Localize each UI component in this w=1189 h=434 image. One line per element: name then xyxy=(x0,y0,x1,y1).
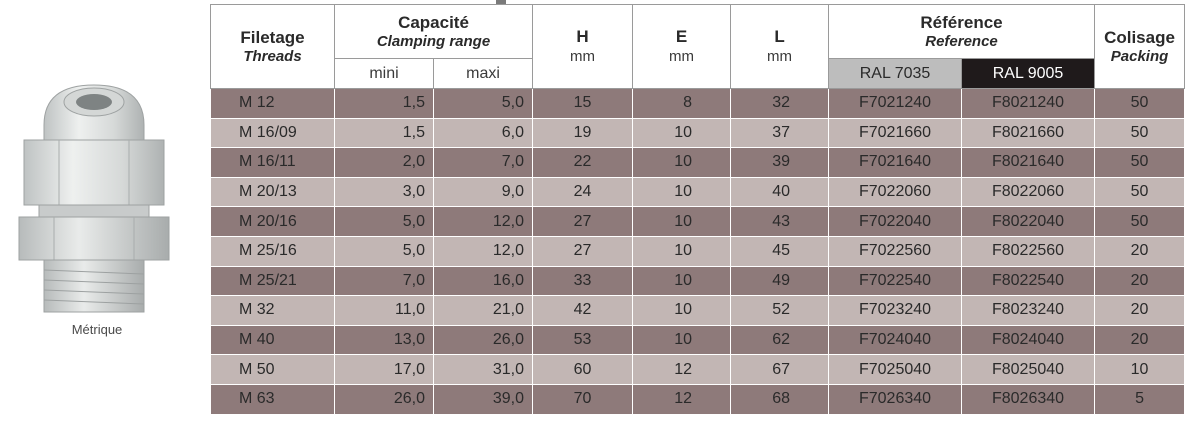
table-header xyxy=(211,5,1185,89)
header-reference-en: Reference xyxy=(925,32,998,50)
cell-packing: 50 xyxy=(1095,89,1185,119)
cell-ref-ral7035: F7024040 xyxy=(829,325,962,355)
cell-packing: 20 xyxy=(1095,296,1185,326)
cell-h: 33 xyxy=(533,266,633,296)
table-row xyxy=(211,177,1185,207)
cell-ref-ral7035: F7026340 xyxy=(829,384,962,414)
header-packing xyxy=(1095,5,1185,89)
cell-packing: 20 xyxy=(1095,266,1185,296)
cell-ref-ral7035: F7022540 xyxy=(829,266,962,296)
cell-thread: M 12 xyxy=(211,89,335,119)
cell-l: 62 xyxy=(731,325,829,355)
cell-e: 8 xyxy=(633,89,731,119)
cell-maxi: 39,0 xyxy=(434,384,533,414)
cell-h: 19 xyxy=(533,118,633,148)
cell-mini: 11,0 xyxy=(335,296,434,326)
cell-h: 27 xyxy=(533,236,633,266)
table-row xyxy=(211,89,1185,119)
table-row xyxy=(211,384,1185,414)
header-threads-label: Threads xyxy=(243,47,302,65)
cell-thread: M 25/16 xyxy=(211,236,335,266)
cell-e: 12 xyxy=(633,355,731,385)
header-e-label: E xyxy=(675,26,688,46)
cell-ref-ral7035: F7023240 xyxy=(829,296,962,326)
cell-e: 10 xyxy=(633,296,731,326)
header-ral-7035: RAL 7035 xyxy=(829,59,962,89)
header-e-unit: mm xyxy=(669,47,695,65)
cell-ref-ral7035: F7021240 xyxy=(829,89,962,119)
cell-h: 70 xyxy=(533,384,633,414)
cell-ref-ral9005: F8022540 xyxy=(962,266,1095,296)
header-h xyxy=(533,5,633,89)
cell-packing: 50 xyxy=(1095,177,1185,207)
header-reference-fr: Référence xyxy=(920,12,1003,32)
cell-maxi: 31,0 xyxy=(434,355,533,385)
cell-thread: M 20/13 xyxy=(211,177,335,207)
cell-l: 37 xyxy=(731,118,829,148)
cell-ref-ral9005: F8021240 xyxy=(962,89,1095,119)
cell-l: 39 xyxy=(731,148,829,178)
cell-l: 52 xyxy=(731,296,829,326)
cell-thread: M 32 xyxy=(211,296,335,326)
cell-packing: 50 xyxy=(1095,148,1185,178)
cell-mini: 7,0 xyxy=(335,266,434,296)
header-reference xyxy=(829,5,1095,59)
cell-ref-ral7035: F7022560 xyxy=(829,236,962,266)
cell-h: 24 xyxy=(533,177,633,207)
header-colisage-label: Colisage xyxy=(1104,27,1175,47)
cell-e: 10 xyxy=(633,148,731,178)
cell-maxi: 5,0 xyxy=(434,89,533,119)
header-h-label: H xyxy=(576,26,589,46)
cell-maxi: 9,0 xyxy=(434,177,533,207)
cell-l: 32 xyxy=(731,89,829,119)
cell-l: 67 xyxy=(731,355,829,385)
header-l-label: L xyxy=(774,26,785,46)
cell-l: 45 xyxy=(731,236,829,266)
cell-h: 42 xyxy=(533,296,633,326)
product-caption: Métrique xyxy=(71,322,123,337)
cell-l: 68 xyxy=(731,384,829,414)
table-row xyxy=(211,148,1185,178)
cell-thread: M 63 xyxy=(211,384,335,414)
header-clamping xyxy=(335,5,533,59)
header-h-unit: mm xyxy=(570,47,596,65)
cell-e: 10 xyxy=(633,207,731,237)
cell-ref-ral9005: F8026340 xyxy=(962,384,1095,414)
cell-e: 10 xyxy=(633,325,731,355)
cell-packing: 50 xyxy=(1095,118,1185,148)
cell-packing: 20 xyxy=(1095,236,1185,266)
cell-mini: 3,0 xyxy=(335,177,434,207)
cell-l: 49 xyxy=(731,266,829,296)
header-l-unit: mm xyxy=(767,47,793,65)
table-row xyxy=(211,266,1185,296)
cell-maxi: 16,0 xyxy=(434,266,533,296)
cell-ref-ral7035: F7021660 xyxy=(829,118,962,148)
header-mini: mini xyxy=(335,59,434,89)
cell-ref-ral9005: F8022560 xyxy=(962,236,1095,266)
cell-mini: 5,0 xyxy=(335,207,434,237)
product-panel xyxy=(0,0,208,434)
header-capacite-label: Capacité xyxy=(398,12,469,32)
cell-mini: 17,0 xyxy=(335,355,434,385)
cell-thread: M 40 xyxy=(211,325,335,355)
table-row xyxy=(211,296,1185,326)
cell-e: 10 xyxy=(633,177,731,207)
cell-packing: 20 xyxy=(1095,325,1185,355)
cell-maxi: 21,0 xyxy=(434,296,533,326)
cell-mini: 1,5 xyxy=(335,89,434,119)
cell-h: 60 xyxy=(533,355,633,385)
cell-ref-ral7035: F7021640 xyxy=(829,148,962,178)
table-row xyxy=(211,236,1185,266)
cell-h: 53 xyxy=(533,325,633,355)
cell-thread: M 20/16 xyxy=(211,207,335,237)
cell-h: 15 xyxy=(533,89,633,119)
header-packing-label: Packing xyxy=(1110,47,1169,65)
cell-ref-ral9005: F8023240 xyxy=(962,296,1095,326)
cell-l: 40 xyxy=(731,177,829,207)
cell-maxi: 12,0 xyxy=(434,207,533,237)
cell-ref-ral7035: F7022060 xyxy=(829,177,962,207)
cell-l: 43 xyxy=(731,207,829,237)
cell-maxi: 12,0 xyxy=(434,236,533,266)
header-threads xyxy=(211,5,335,89)
cell-e: 10 xyxy=(633,236,731,266)
table-body xyxy=(211,89,1185,415)
table-row xyxy=(211,355,1185,385)
header-maxi: maxi xyxy=(434,59,533,89)
cell-e: 10 xyxy=(633,118,731,148)
cell-mini: 26,0 xyxy=(335,384,434,414)
header-clamping-label: Clamping range xyxy=(376,32,491,50)
cell-ref-ral9005: F8021660 xyxy=(962,118,1095,148)
cell-ref-ral9005: F8025040 xyxy=(962,355,1095,385)
cell-e: 12 xyxy=(633,384,731,414)
cell-mini: 5,0 xyxy=(335,236,434,266)
cell-ref-ral9005: F8021640 xyxy=(962,148,1095,178)
cell-maxi: 6,0 xyxy=(434,118,533,148)
cell-packing: 50 xyxy=(1095,207,1185,237)
cell-mini: 1,5 xyxy=(335,118,434,148)
cell-maxi: 26,0 xyxy=(434,325,533,355)
header-e xyxy=(633,5,731,89)
header-ral-9005: RAL 9005 xyxy=(962,59,1095,89)
cell-maxi: 7,0 xyxy=(434,148,533,178)
cell-e: 10 xyxy=(633,266,731,296)
cell-ref-ral7035: F7025040 xyxy=(829,355,962,385)
cell-thread: M 16/11 xyxy=(211,148,335,178)
cell-h: 27 xyxy=(533,207,633,237)
table-row xyxy=(211,207,1185,237)
cell-ref-ral9005: F8022040 xyxy=(962,207,1095,237)
table-row xyxy=(211,325,1185,355)
header-l xyxy=(731,5,829,89)
cell-thread: M 16/09 xyxy=(211,118,335,148)
cell-packing: 10 xyxy=(1095,355,1185,385)
cable-gland-image xyxy=(14,80,174,320)
cell-ref-ral9005: F8022060 xyxy=(962,177,1095,207)
cell-thread: M 25/21 xyxy=(211,266,335,296)
table-row xyxy=(211,118,1185,148)
cell-h: 22 xyxy=(533,148,633,178)
cell-mini: 2,0 xyxy=(335,148,434,178)
cell-ref-ral9005: F8024040 xyxy=(962,325,1095,355)
cell-packing: 5 xyxy=(1095,384,1185,414)
cell-mini: 13,0 xyxy=(335,325,434,355)
cell-thread: M 50 xyxy=(211,355,335,385)
header-filetage-label: Filetage xyxy=(240,27,305,47)
cell-ref-ral7035: F7022040 xyxy=(829,207,962,237)
spec-table xyxy=(210,4,1185,415)
